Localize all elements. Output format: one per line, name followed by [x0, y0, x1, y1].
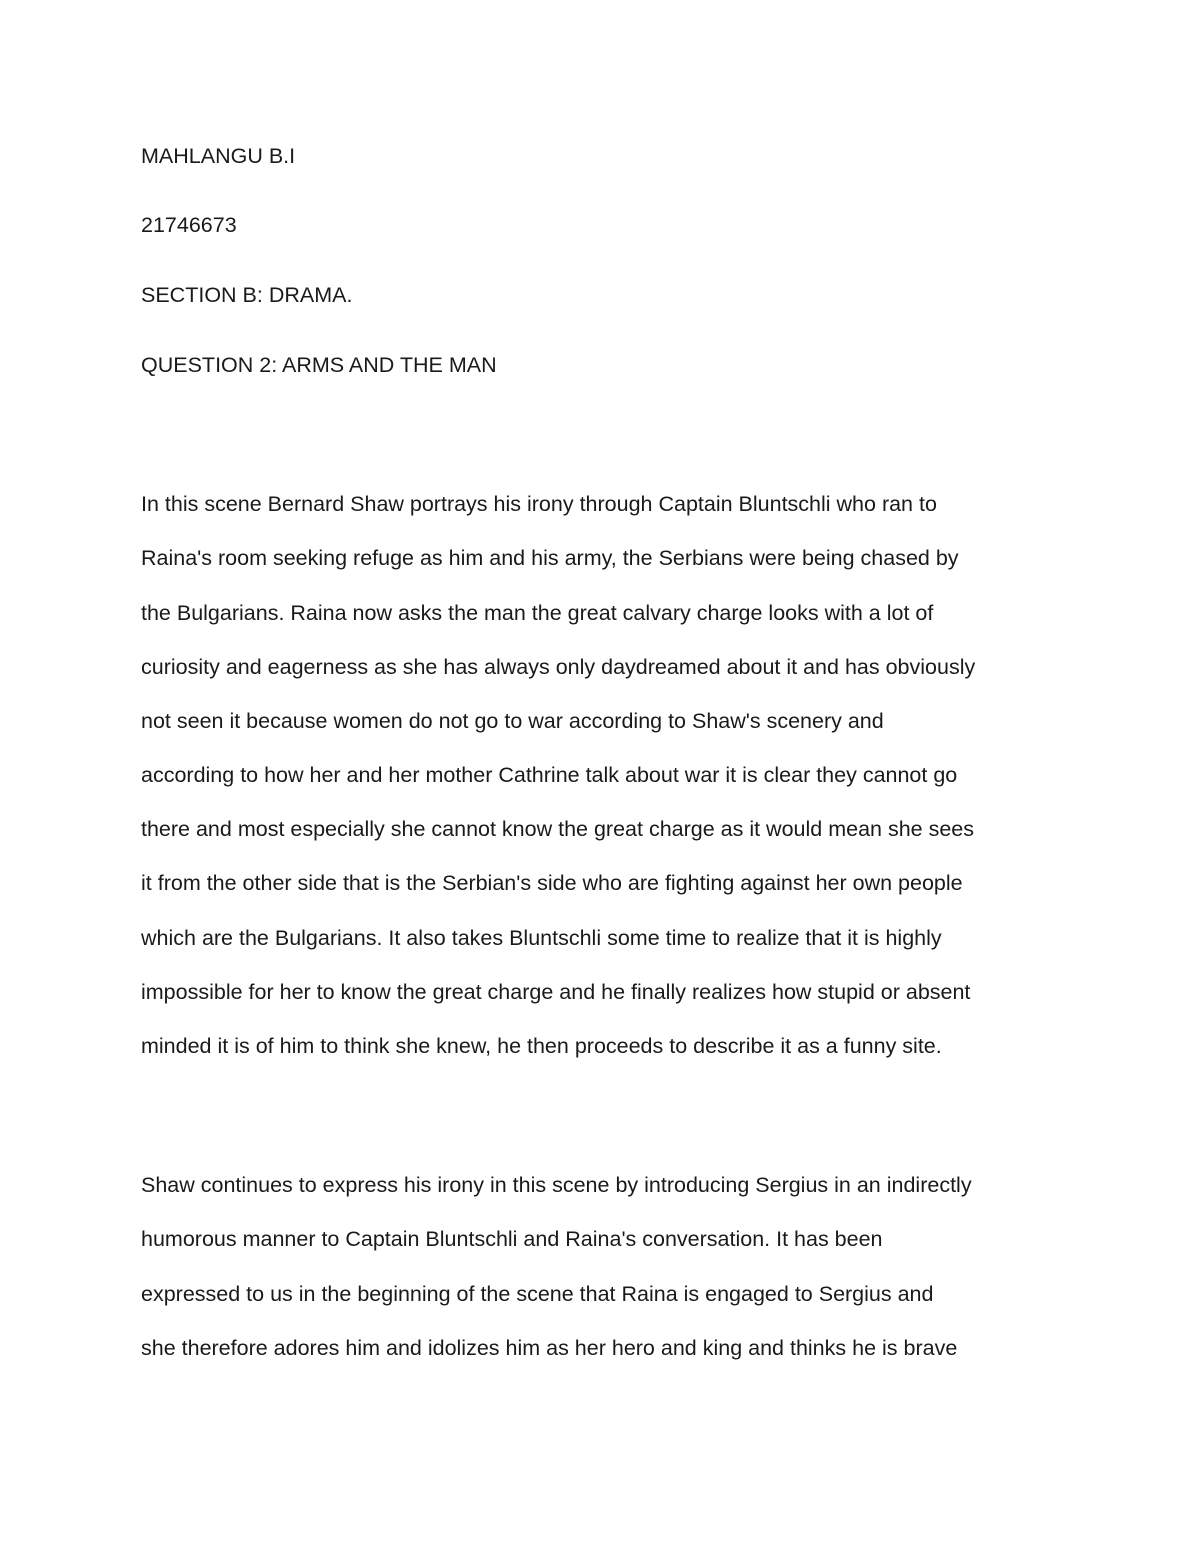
paragraph-line: Shaw continues to express his irony in this scene by introducing Sergius in an indirectly	[141, 1173, 972, 1197]
paragraph-line: according to how her and her mother Cathrine talk about war it is clear they cannot go	[141, 763, 958, 787]
question-heading: QUESTION 2: ARMS AND THE MAN	[141, 353, 497, 377]
paragraph-line: Raina's room seeking refuge as him and his army, the Serbians were being chased by	[141, 546, 959, 570]
paragraph-line: which are the Bulgarians. It also takes Bluntschli some time to realize that it is highly	[141, 926, 942, 950]
paragraph-line: In this scene Bernard Shaw portrays his irony through Captain Bluntschli who ran to	[141, 492, 937, 516]
section-heading: SECTION B: DRAMA.	[141, 283, 353, 307]
paragraph-line: impossible for her to know the great charge and he finally realizes how stupid or absent	[141, 980, 971, 1004]
student-number: 21746673	[141, 213, 237, 237]
paragraph-line: expressed to us in the beginning of the scene that Raina is engaged to Sergius and	[141, 1282, 934, 1306]
paragraph-line: she therefore adores him and idolizes him as her hero and king and thinks he is brave	[141, 1336, 958, 1360]
paragraph-line: it from the other side that is the Serbian's side who are fighting against her own people	[141, 871, 963, 895]
paragraph-line: not seen it because women do not go to war according to Shaw's scenery and	[141, 709, 884, 733]
author-name: MAHLANGU B.I	[141, 144, 296, 168]
paragraph-line: minded it is of him to think she knew, he then proceeds to describe it as a funny site.	[141, 1034, 942, 1058]
paragraph-line: curiosity and eagerness as she has always only daydreamed about it and has obviously	[141, 655, 976, 679]
paragraph-line: humorous manner to Captain Bluntschli and Raina's conversation. It has been	[141, 1227, 883, 1251]
paragraph-line: the Bulgarians. Raina now asks the man the great calvary charge looks with a lot of	[141, 601, 934, 625]
paragraph-line: there and most especially she cannot know the great charge as it would mean she sees	[141, 817, 975, 841]
